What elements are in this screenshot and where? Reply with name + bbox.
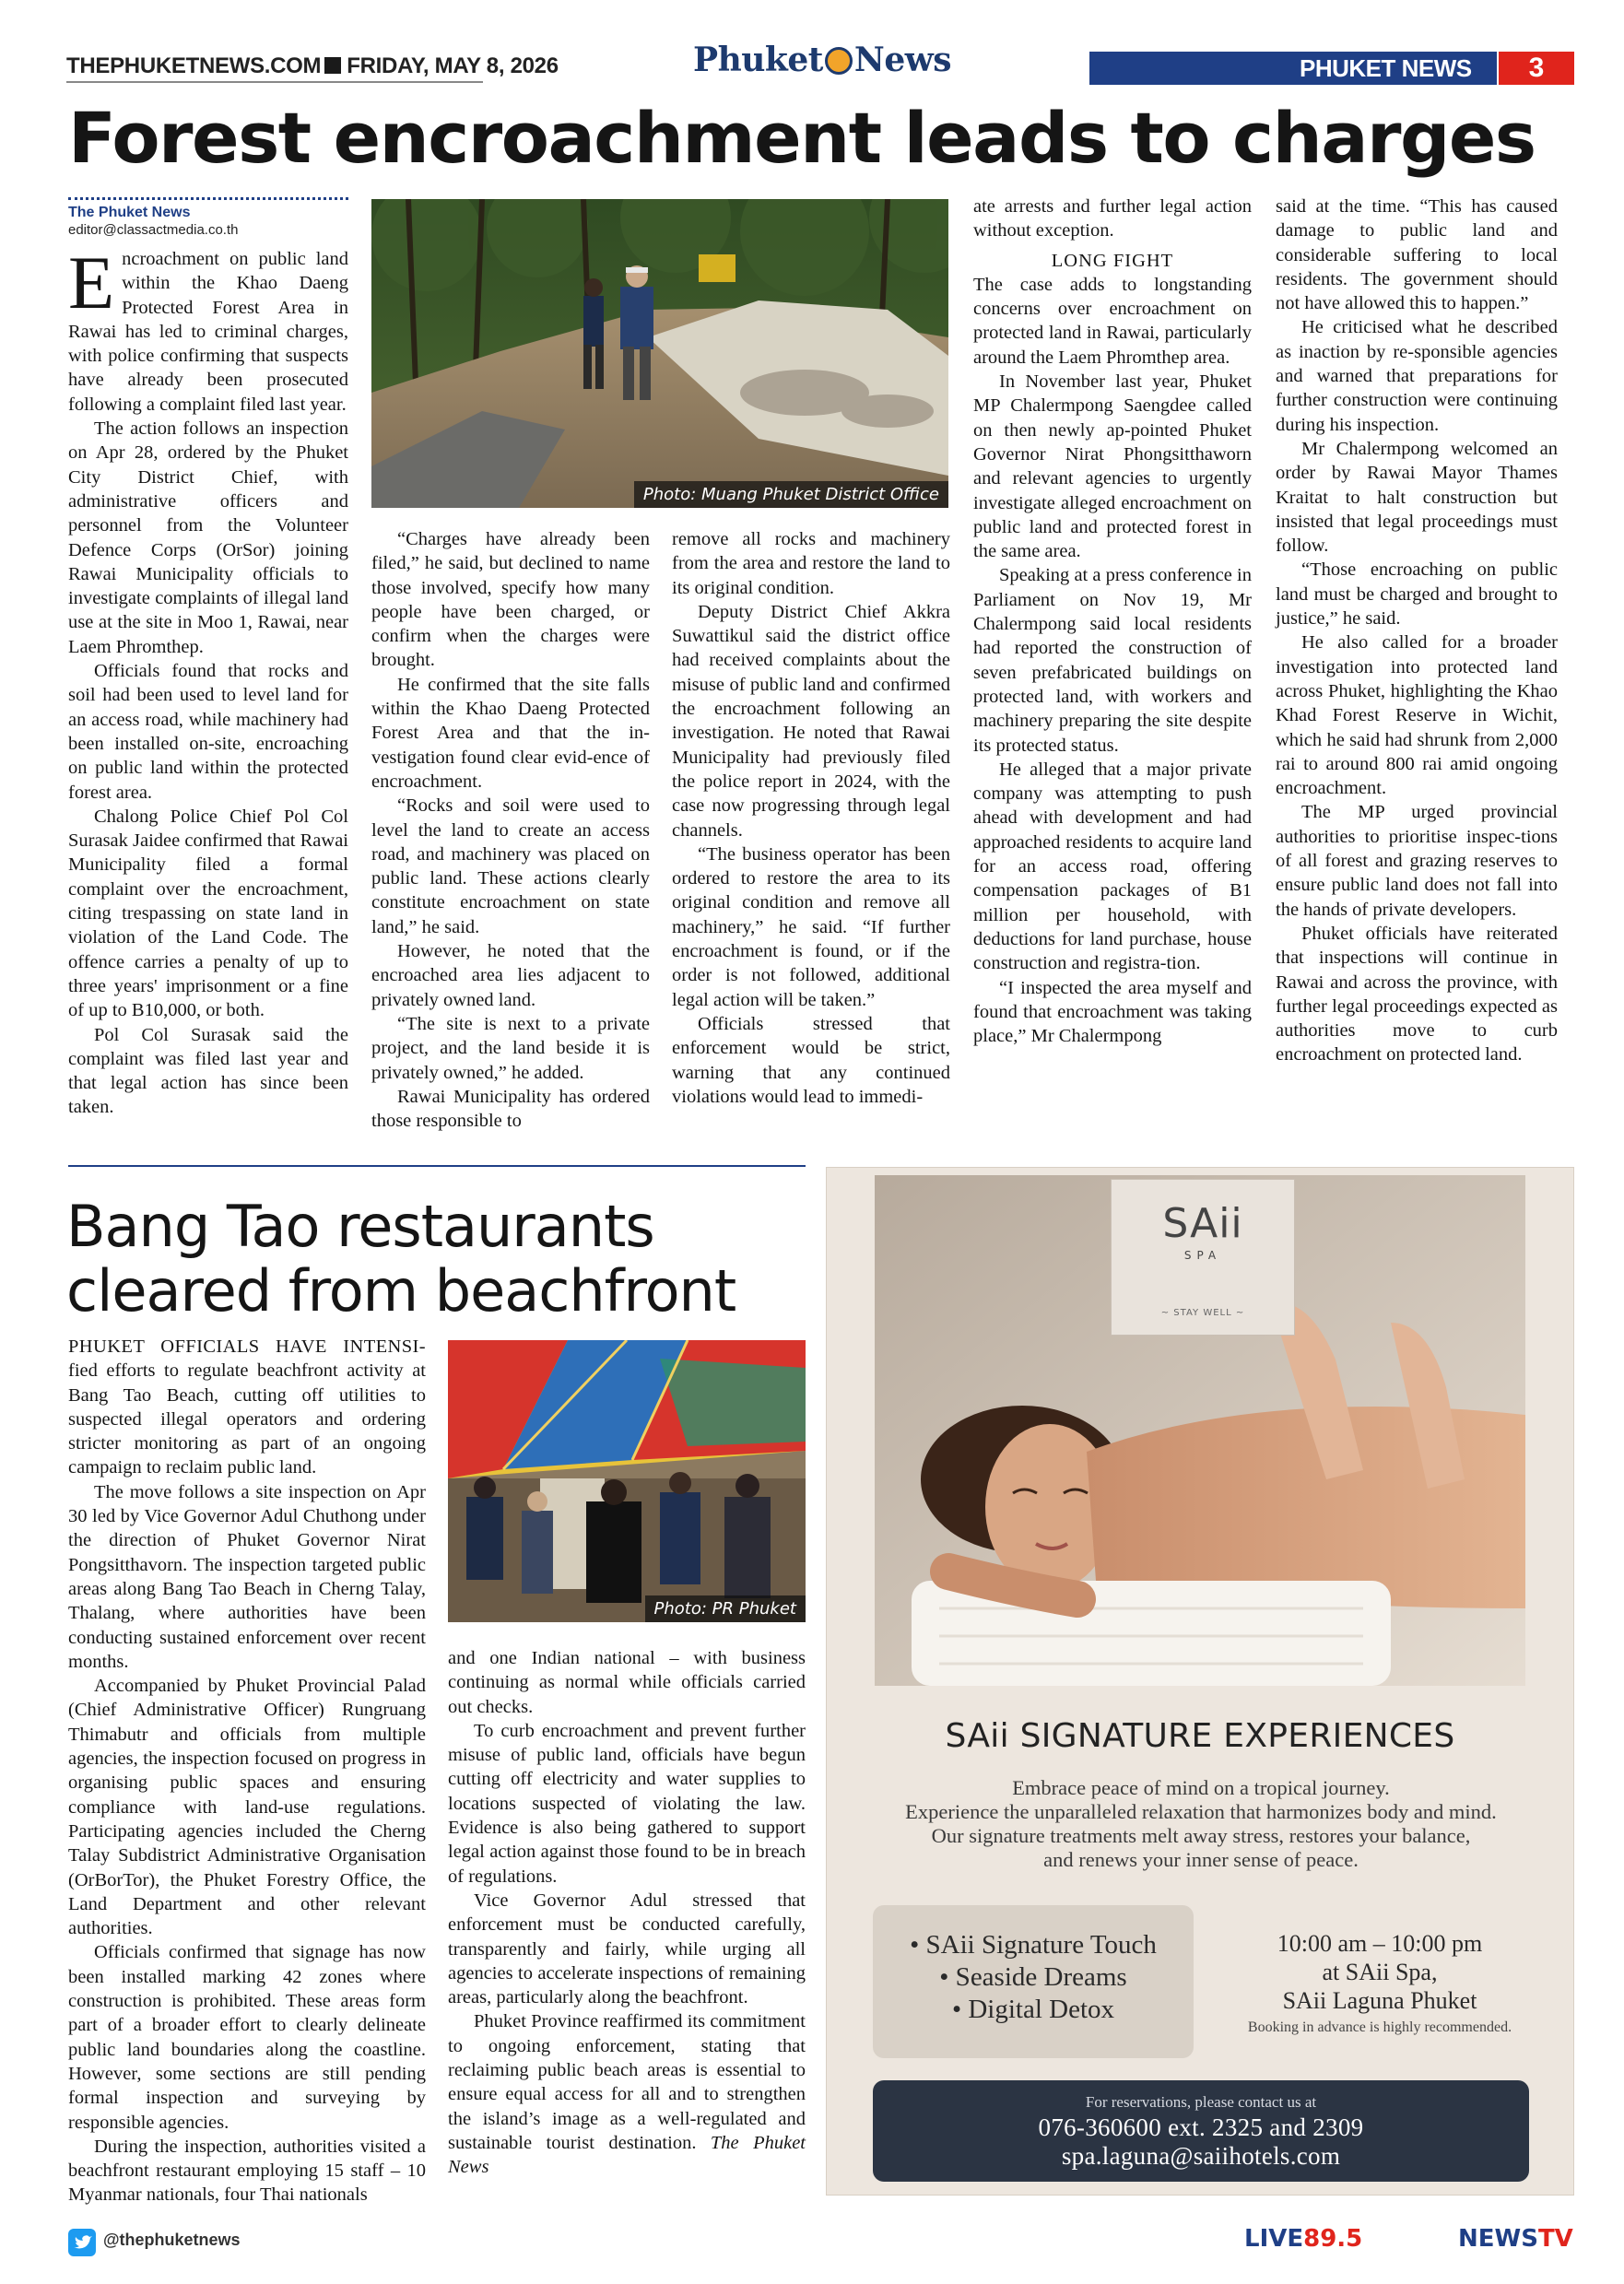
story1-para: remove all rocks and machinery from the area and restore the land to its original condition. bbox=[672, 529, 950, 598]
story1-column-4 bbox=[973, 194, 1252, 1048]
story1-column-2 bbox=[371, 527, 650, 1133]
radio-live-text: LIVE bbox=[1244, 2225, 1304, 2253]
story2-para: Officials confirmed that signage has now been installed marking 42 zones where construction is prohibited. These areas form part of a broader effort to clearly delineate public land boundaries along the coastline. However, some sections are still pending formal inspection and surveying by responsible agencies. bbox=[68, 1942, 426, 2133]
news-tv-label: TV bbox=[1537, 2225, 1573, 2253]
forest-site-image bbox=[371, 199, 948, 508]
subhead-long-fight: LONG FIGHT bbox=[1051, 250, 1174, 271]
story1-para: “I inspected the area myself and found that encroachment was taking place,” Mr Chalermpong bbox=[973, 977, 1252, 1047]
reservation-contact bbox=[873, 2080, 1529, 2182]
radio-frequency: 89.5 bbox=[1303, 2225, 1363, 2253]
story1-para: In November last year, Phuket MP Chalermpong Saengdee called on then newly ap-pointed Phuket Governor Nirat Phongsitthaworn and relevant agencies to urgently investigate alleged encroachment on public land and protected forest in the same area. bbox=[973, 371, 1252, 562]
headline-forest-encroachment: Forest encroachment leads to charges bbox=[68, 97, 1536, 179]
story1-para: said at the time. “This has caused damage to public land and considerable suffering to local residents. The government should not have allowed this to happen.” bbox=[1276, 196, 1558, 314]
story2-para: The move follows a site inspection on Apr 30 led by Vice Governor Adul Chuthong under the direction of Phuket Governor Nirat Pongsitthavorn. The inspection targeted public areas along Bang Tao Beach in Cherng Talay, Thalang, where authorities have been conducting sustained enforcement over recent months. bbox=[68, 1481, 426, 1672]
saii-spa-sign bbox=[1111, 1179, 1295, 1336]
story1-para: Pol Col Surasak said the complaint was filed last year and that legal action has since been taken. bbox=[68, 1024, 348, 1118]
story1-para: The MP urged provincial authorities to prioritise inspec-tions of all forest and grazing reserves to ensure public land does not fall into the hands of private developers. bbox=[1276, 802, 1558, 920]
ad-title: SAii SIGNATURE EXPERIENCES bbox=[945, 1717, 1455, 1755]
news-tv-text: NEWS bbox=[1458, 2225, 1538, 2253]
contact-phone[interactable]: 076-360600 ext. 2325 and 2309 bbox=[1038, 2113, 1364, 2141]
story2-para: Accompanied by Phuket Provincial Palad (Chief Administrative Officer) Rungruang Thimabutr and officials from multiple agencies, the inspection focused on progress in organising public spaces and ensuring compliance with land-use regulations. Participating agencies included the Cherng Talay Subdistrict Administrative Organisation (OrBorTor), the Phuket Forestry Office, the Land Department and other relevant authorities. bbox=[68, 1676, 426, 1939]
story1-para: Officials found that rocks and soil had been used to level land for an access road, while machinery had been installed on-site, encroaching on public land within the protected forest area. bbox=[68, 661, 348, 803]
booking-note: Booking in advance is highly recommended. bbox=[1247, 2019, 1512, 2035]
story1-para: He also called for a broader investigation into protected land across Phuket, highlighting the Khao Khad Forest Reserve in Wichit, which he said had shrunk from 2,000 rai to around 800 rai amid ongoing encroachment. bbox=[1276, 632, 1558, 799]
beach-inspection-photo bbox=[448, 1340, 806, 1622]
story2-column-2 bbox=[448, 1646, 806, 2180]
masthead-logo[interactable] bbox=[693, 41, 951, 79]
story1-para: “The business operator has been ordered to restore the area to its original condition and remove all machinery,” he said. “If further encroachment is found, or if the order is not followed, additional legal action will be taken.” bbox=[672, 843, 950, 1010]
ad-body-line: Embrace peace of mind on a tropical journey. bbox=[1012, 1776, 1390, 1799]
story1-para: “Charges have already been filed,” he said, but declined to name those involved, specify how many people have been charged, or confirm when the charges were brought. bbox=[371, 529, 650, 671]
photo-caption: Photo: PR Phuket bbox=[645, 1595, 806, 1622]
saii-stay-well: ~ STAY WELL ~ bbox=[1160, 1308, 1245, 1318]
site-url-text: THEPHUKETNEWS.COM bbox=[66, 53, 322, 78]
story1-column-3 bbox=[672, 527, 950, 1109]
para-text: Phuket Province reaffirmed its commitment to ongoing enforcement, stating that reclaiming public beach areas is essential to ensure equal access for all and to strengthen the island’s image as a well-regulated and sustainable tourist destination. bbox=[448, 2011, 806, 2153]
story1-para: However, he noted that the encroached area lies adjacent to privately owned land. bbox=[371, 941, 650, 1010]
photo-caption: Photo: Muang Phuket District Office bbox=[634, 481, 948, 508]
story2-para: To curb encroachment and prevent further misuse of public land, officials have begun cutting off electricity and water supplies to locations suspected of violating the law. Evidence is also being gathered to support legal action against those found to be in breach of regulations. bbox=[448, 1720, 806, 1887]
sun-icon bbox=[825, 47, 853, 75]
logo-text-2: News bbox=[853, 41, 951, 79]
treatments-box bbox=[873, 1905, 1194, 2058]
credit: The Phuket News bbox=[448, 2132, 806, 2178]
byline-rule bbox=[68, 197, 348, 200]
saii-brand-sub: SPA bbox=[1183, 1249, 1222, 1262]
separator-square bbox=[324, 57, 341, 74]
story1-para: Rawai Municipality has ordered those responsible to bbox=[371, 1086, 650, 1132]
story1-para: Chalong Police Chief Pol Col Surasak Jaidee confirmed that Rawai Municipality filed a formal complaint over the encroachment, citing trespassing on state land in violation of the Land Code. The offence carries a penalty of up to three years' imprisonment or a fine of up to B10,000, or both. bbox=[68, 806, 348, 1021]
story-separator bbox=[68, 1165, 806, 1167]
story2-para: and one Indian national – with business continuing as normal while officials carried out checks. bbox=[448, 1648, 806, 1717]
story1-para: “Rocks and soil were used to level the land to create an access road, and machinery was placed on public land. These actions clearly constitute encroachment on state land,” he said. bbox=[371, 795, 650, 937]
spa-massage-photo bbox=[875, 1175, 1525, 1686]
forest-site-photo bbox=[371, 199, 948, 508]
headline-line: Bang Tao restaurants bbox=[66, 1193, 654, 1260]
venue-line: at SAii Spa, bbox=[1322, 1959, 1438, 1985]
drop-cap: E bbox=[68, 241, 115, 324]
story1-para: “The site is next to a private project, and the land beside it is privately owned,” he added. bbox=[371, 1013, 650, 1083]
byline: The Phuket News bbox=[68, 205, 191, 220]
opening-hours bbox=[1214, 1929, 1546, 2039]
headline-bang-tao bbox=[66, 1195, 736, 1324]
twitter-bird-icon bbox=[68, 2229, 96, 2256]
section-bar bbox=[1089, 52, 1497, 85]
story1-para: The action follows an inspection on Apr 28, ordered by the Phuket City District Chief, with administrative officers and personnel from the Volunteer Defence Corps (OrSor) joining Rawai Municipality officials to investigate complaints of illegal land use at the site in Moo 1, Rawai, near Laem Phromthep. bbox=[68, 418, 348, 657]
ad-body-line: Experience the unparalleled relaxation that harmonizes body and mind. bbox=[905, 1800, 1497, 1823]
story1-para: “Those encroaching on public land must be charged and brought to justice,” he said. bbox=[1276, 559, 1558, 630]
story1-column-1 bbox=[68, 241, 348, 1120]
site-url[interactable] bbox=[66, 53, 559, 79]
story1-para: The case adds to longstanding concerns over encroachment on protected land in Rawai, particularly around the Laem Phromthep area. bbox=[973, 274, 1252, 368]
story2-column-1 bbox=[68, 1335, 426, 2207]
venue-line: SAii Laguna Phuket bbox=[1282, 1987, 1477, 2014]
beach-inspection-image bbox=[448, 1340, 806, 1622]
page-number: 3 bbox=[1499, 52, 1574, 85]
saii-brand: SAii bbox=[1162, 1200, 1243, 1247]
twitter-handle[interactable]: @thephuketnews bbox=[103, 2231, 241, 2249]
story1-para: He confirmed that the site falls within the Khao Daeng Protected Forest Area and that the in-vestigation found clear evid-ence of encroachment. bbox=[371, 674, 650, 792]
story1-para bbox=[68, 241, 348, 417]
story1-para: Phuket officials have reiterated that inspections will continue in Rawai and across the province, with further legal proceedings expected as authorities move to curb encroachment on protected land. bbox=[1276, 923, 1558, 1065]
story2-para: During the inspection, authorities visited a beachfront restaurant employing 15 staff – 10 Myanmar nationals, four Thai nationals bbox=[68, 2136, 426, 2206]
contact-intro: For reservations, please contact us at bbox=[1085, 2093, 1317, 2111]
story1-para: He alleged that a major private company was attempting to push ahead with development and had approached residents to acquire land for an access road, offering compensation packages of B1 million per household, with deductions for land purchase, house construction and registra-tion. bbox=[973, 759, 1252, 974]
story1-column-5 bbox=[1276, 194, 1558, 1067]
lead-text: fied efforts to regulate beachfront activity at Bang Tao Beach, cutting off utilities to suspected illegal operators and ordering stricter monitoring as part of an ongoing campaign to reclaim public land. bbox=[68, 1360, 426, 1478]
twitter-icon[interactable] bbox=[68, 2229, 96, 2256]
byline-email[interactable]: editor@classactmedia.co.th bbox=[68, 222, 239, 238]
story2-lead bbox=[68, 1335, 426, 1480]
header-rule bbox=[66, 81, 483, 83]
ad-body-line: Our signature treatments melt away stress, restores your balance, bbox=[931, 1824, 1471, 1847]
story1-para: Mr Chalermpong welcomed an order by Rawai Mayor Thames Kraitat to halt construction but insisted that legal proceedings must follow. bbox=[1276, 438, 1558, 557]
headline-line: cleared from beachfront bbox=[66, 1257, 736, 1324]
ad-body-line: and renews your inner sense of peace. bbox=[1043, 1848, 1359, 1871]
para-text: ncroachment on public land within the Khao Daeng Protected Forest Area in Rawai has led to criminal charges, with police confirming that suspects have already been prosecuted following a complaint filed last year. bbox=[68, 249, 348, 415]
lead-caps: PHUKET OFFICIALS HAVE INTENSI- bbox=[68, 1336, 426, 1357]
treatment-item: • SAii Signature Touch bbox=[910, 1930, 1157, 1960]
story2-para bbox=[448, 2009, 806, 2179]
ad-body bbox=[864, 1776, 1538, 1872]
treatment-item: • Seaside Dreams bbox=[939, 1962, 1127, 1992]
section-label: PHUKET NEWS bbox=[1300, 54, 1472, 82]
news-tv-logo[interactable] bbox=[1458, 2225, 1573, 2253]
treatment-item: • Digital Detox bbox=[951, 1995, 1115, 2024]
story1-para: Officials stressed that enforcement would be strict, warning that any continued violations would lead to immedi- bbox=[672, 1013, 950, 1107]
issue-date: FRIDAY, MAY 8, 2026 bbox=[347, 53, 559, 78]
radio-live-logo[interactable] bbox=[1244, 2225, 1362, 2253]
hours-text: 10:00 am – 10:00 pm bbox=[1277, 1930, 1483, 1957]
story2-para: Vice Governor Adul stressed that enforcement must be conducted carefully, transparently and fairly, while urging all agencies to accelerate inspections of remaining areas, particularly along the beachfront. bbox=[448, 1890, 806, 2008]
contact-email[interactable]: spa.laguna@saiihotels.com bbox=[1061, 2142, 1341, 2170]
story1-para: He criticised what he described as inaction by re-sponsible agencies and warned that preparations for further construction were continuing during his inspection. bbox=[1276, 317, 1558, 435]
story1-para: ate arrests and further legal action without exception. bbox=[973, 196, 1252, 241]
treatments-list bbox=[873, 1905, 1194, 2026]
logo-text: Phuket bbox=[693, 41, 823, 79]
story1-para: Deputy District Chief Akkra Suwattikul said the district office had received complaints about the misuse of public land and confirmed the encroachment following an investigation. He noted that Rawai Municipality had previously filed the police report in 2024, with the case now progressing through legal channels. bbox=[672, 601, 950, 841]
story1-para: Speaking at a press conference in Parliament on Nov 19, Mr Chalermpong said local residents had reported the construction of seven prefabricated buildings on protected land, with workers and machinery preparing the site despite its protected status. bbox=[973, 565, 1252, 756]
saii-spa-advert[interactable] bbox=[826, 1167, 1574, 2196]
